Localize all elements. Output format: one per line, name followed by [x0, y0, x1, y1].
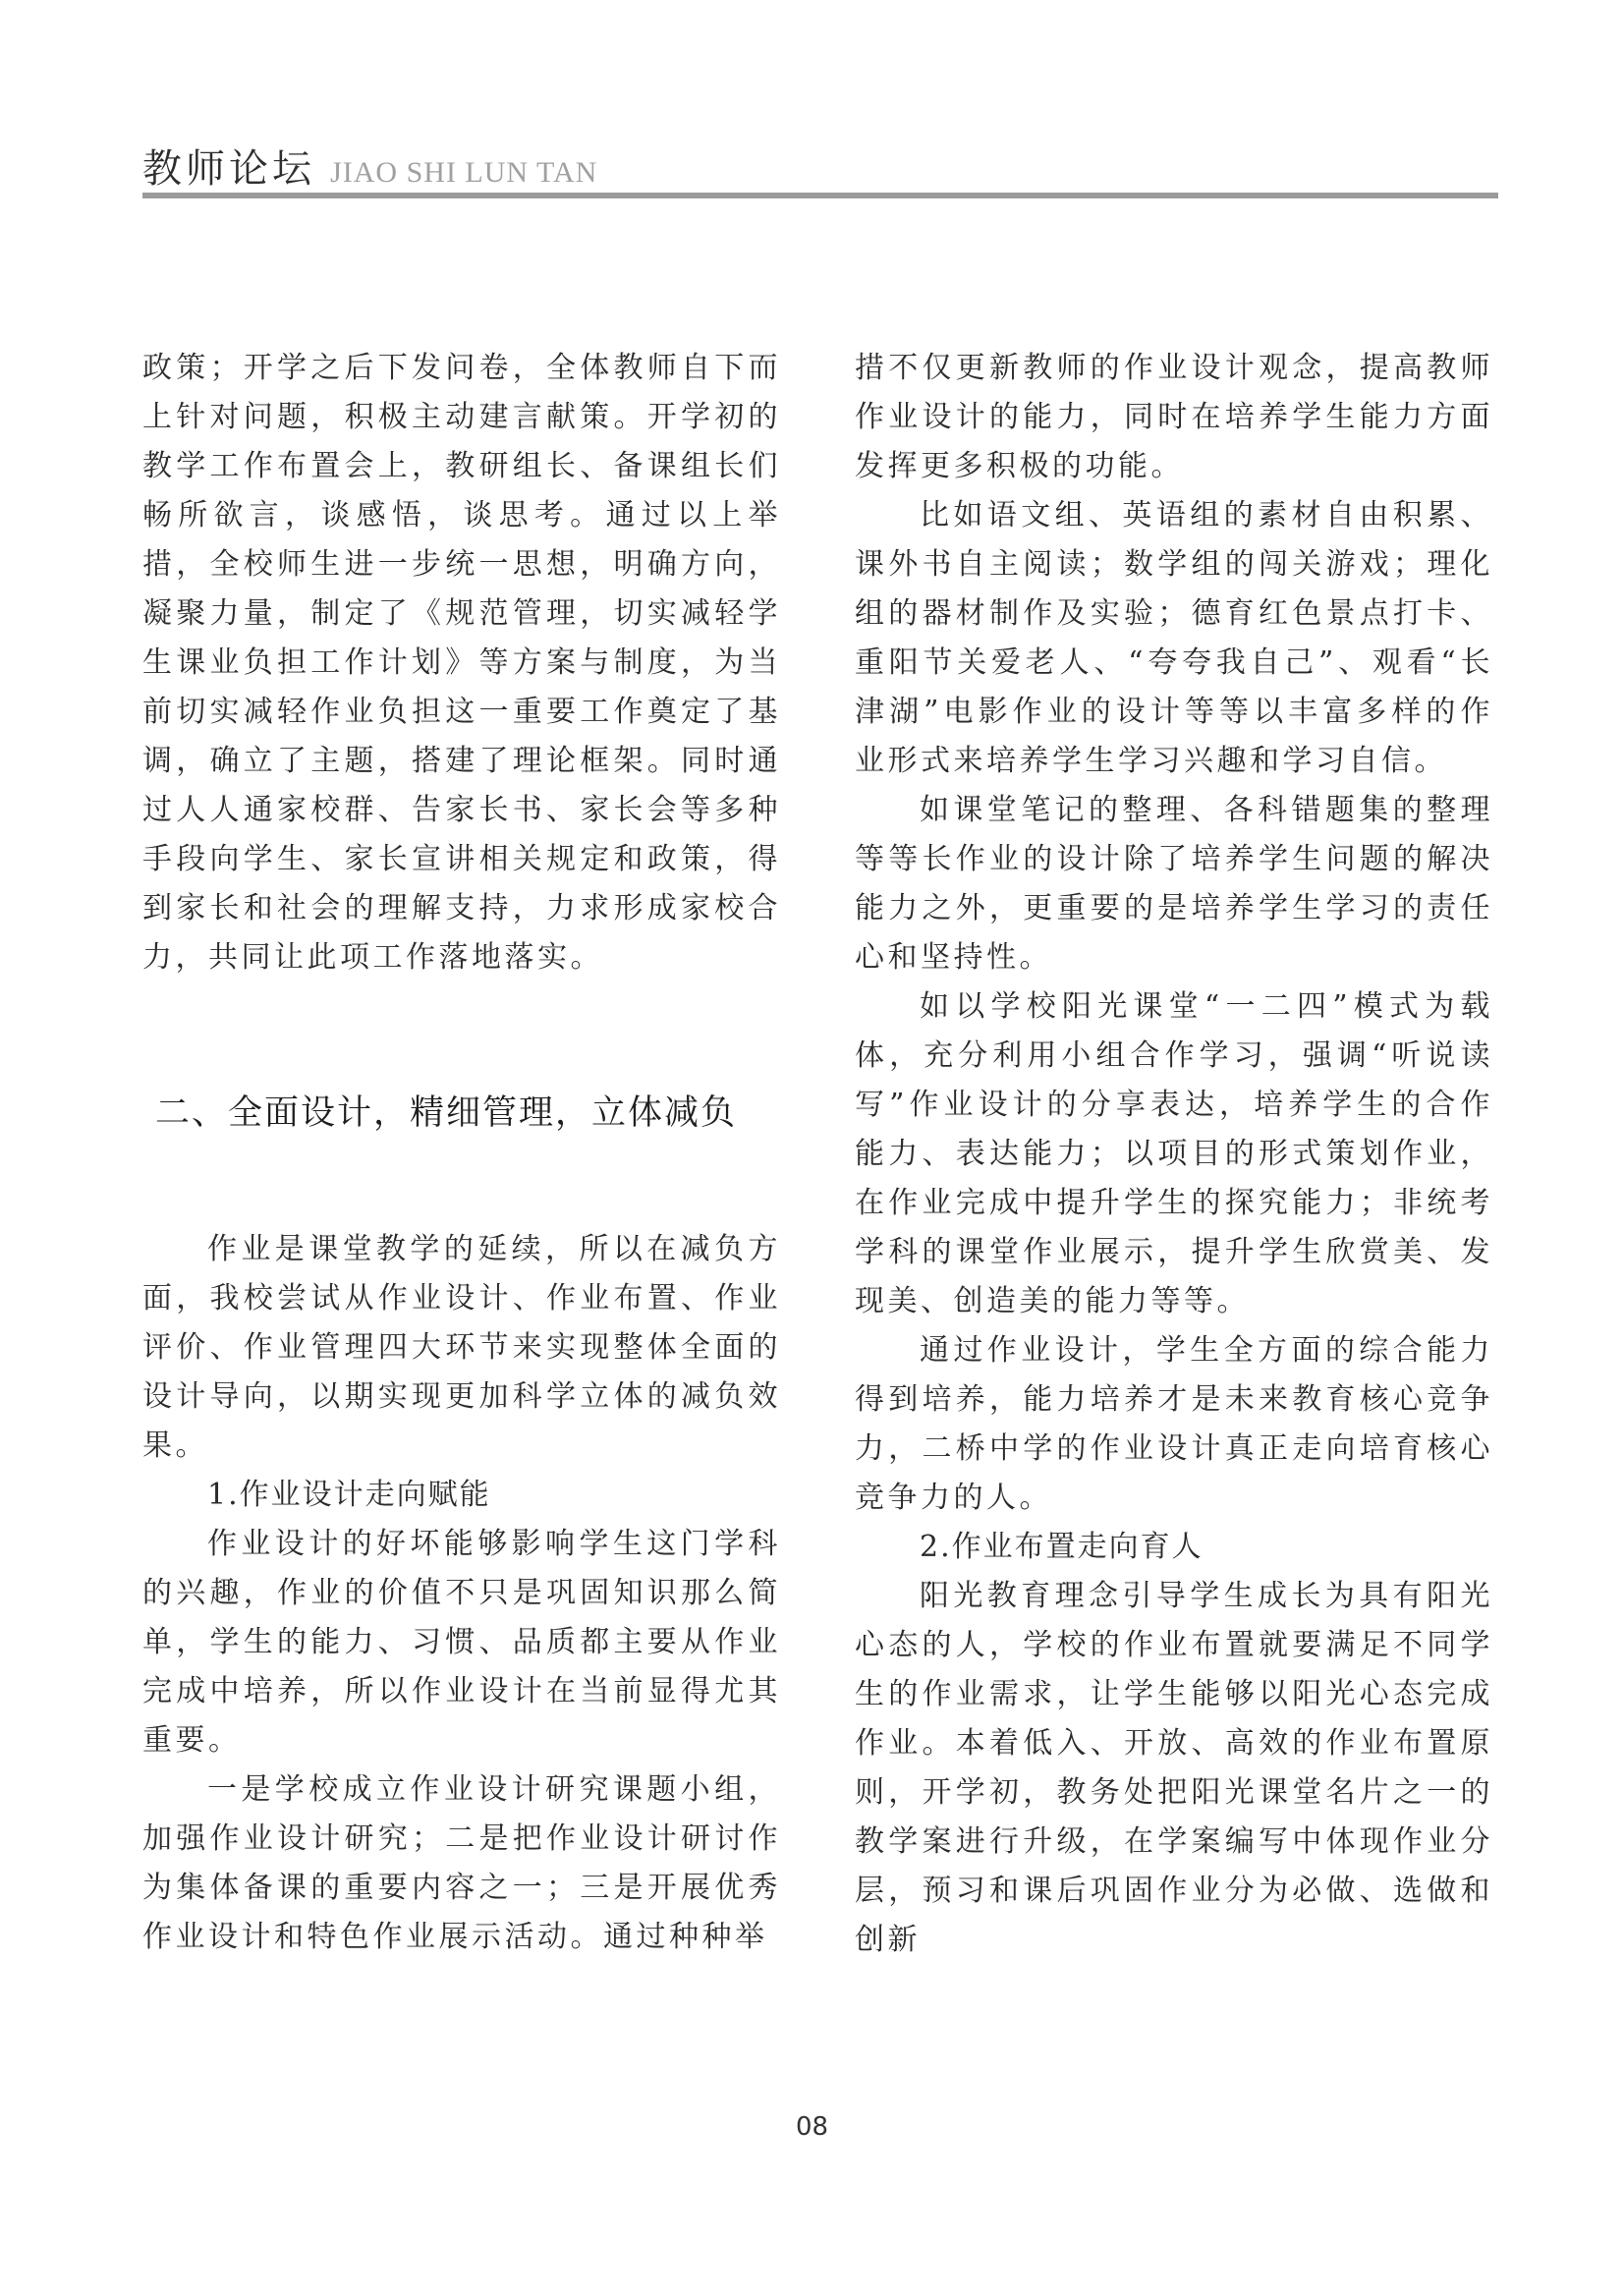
- header-title-cn: 教师论坛: [142, 146, 315, 192]
- right-column: [855, 344, 1493, 1965]
- paragraph: 比如语文组、英语组的素材自由积累、课外书自主阅读；数学组的闯关游戏；理化组的器材制作及实验；德育红色景点打卡、重阳节关爱老人、“夸夸我自己”、观看“长津湖”电影作业的设计等等以丰富多样的作业形式来培养学生学习兴趣和学习自信。: [855, 498, 1493, 778]
- left-column: [142, 344, 781, 1962]
- header-rule: [142, 193, 1498, 198]
- section-heading: 二、全面设计，精细管理，立体减负: [155, 1093, 738, 1133]
- paragraph: 如以学校阳光课堂“一二四”模式为载体，充分利用小组合作学习，强调“听说读写”作业设计的分享表达，培养学生的合作能力、表达能力；以项目的形式策划作业，在作业完成中提升学生的探究能力；非统考学科的课堂作业展示，提升学生欣赏美、发现美、创造美的能力等等。: [855, 989, 1493, 1318]
- running-header: [142, 138, 1496, 192]
- paragraph: 一是学校成立作业设计研究课题小组，加强作业设计研究；二是把作业设计研讨作为集体备课的重要内容之一；三是开展优秀作业设计和特色作业展示活动。通过种种举: [142, 1772, 781, 1954]
- spacer: [142, 1138, 781, 1225]
- paragraph: 通过作业设计，学生全方面的综合能力得到培养，能力培养才是未来教育核心竞争力，二桥中学的作业设计真正走向培育核心竞争力的人。: [855, 1333, 1493, 1515]
- page-number: 08: [795, 2112, 829, 2142]
- spacer: [142, 982, 781, 1089]
- paragraph: 阳光教育理念引导学生成长为具有阳光心态的人，学校的作业布置就要满足不同学生的作业需求，让学生能够以阳光心态完成作业。本着低入、开放、高效的作业布置原则，开学初，教务处把阳光课堂名片之一的教学案进行升级，在学案编写中体现作业分层，预习和课后巩固作业分为必做、选做和创新: [855, 1579, 1493, 1957]
- paragraph: 作业是课堂教学的延续，所以在减负方面，我校尝试从作业设计、作业布置、作业评价、作业管理四大环节来实现整体全面的设计导向，以期实现更加科学立体的减负效果。: [142, 1232, 781, 1463]
- paragraph: 措不仅更新教师的作业设计观念，提高教师作业设计的能力，同时在培养学生能力方面发挥更多积极的功能。: [855, 351, 1493, 483]
- paragraph: 作业设计的好坏能够影响学生这门学科的兴趣，作业的价值不只是巩固知识那么简单，学生的能力、习惯、品质都主要从作业完成中培养，所以作业设计在当前显得尤其重要。: [142, 1527, 781, 1758]
- header-title-en: JIAO SHI LUN TAN: [330, 156, 598, 189]
- paragraph: 如课堂笔记的整理、各科错题集的整理等等长作业的设计除了培养学生问题的解决能力之外，更重要的是培养学生学习的责任心和坚持性。: [855, 793, 1493, 975]
- subheading: 1.作业设计走向赋能: [207, 1478, 491, 1512]
- paragraph: 政策；开学之后下发问卷，全体教师自下而上针对问题，积极主动建言献策。开学初的教学工作布置会上，教研组长、备课组长们畅所欲言，谈感悟，谈思考。通过以上举措，全校师生进一步统一思想，明确方向，凝聚力量，制定了《规范管理，切实减轻学生课业负担工作计划》等方案与制度，为当前切实减轻作业负担这一重要工作奠定了基调，确立了主题，搭建了理论框架。同时通过人人通家校群、告家长书、家长会等多种手段向学生、家长宣讲相关规定和政策，得到家长和社会的理解支持，力求形成家校合力，共同让此项工作落地落实。: [142, 351, 781, 975]
- subheading: 2.作业布置走向育人: [920, 1530, 1204, 1564]
